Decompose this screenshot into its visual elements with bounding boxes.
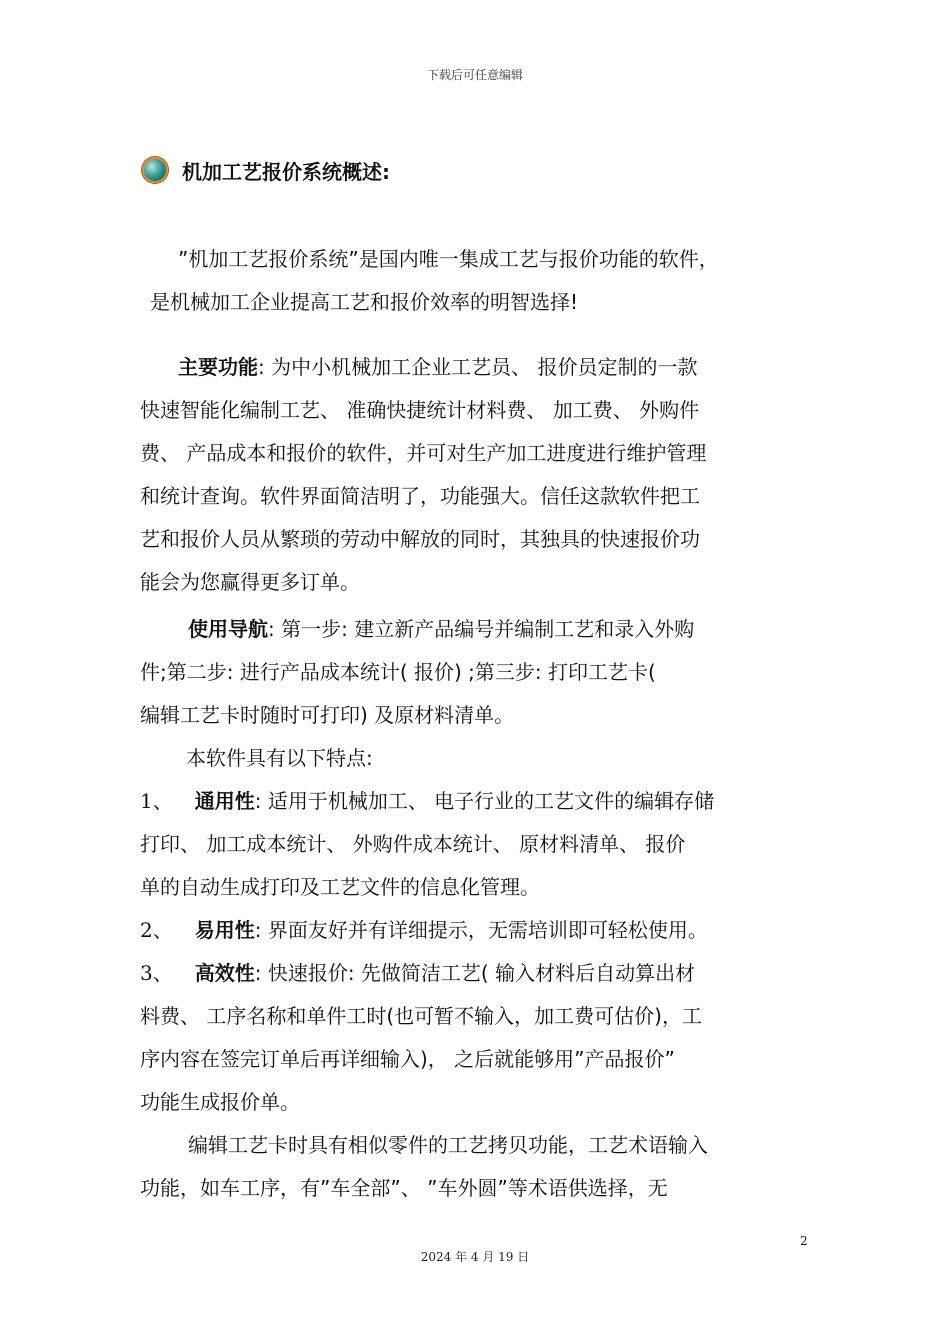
navigation-label: 使用导航 <box>188 617 268 641</box>
features-intro <box>140 737 810 780</box>
feature-number: 3、 <box>140 961 173 985</box>
feature-item-3 <box>140 952 810 1124</box>
section-title: 机加工艺报价系统概述: <box>182 159 390 184</box>
page-number: 2 <box>800 1234 808 1248</box>
paragraph-line: 功能，如车工序，有”车全部”、 ”车外圆”等术语供选择，无 <box>140 1176 668 1200</box>
feature-text: : 界面友好并有详细提示，无需培训即可轻松使用。 <box>254 918 708 942</box>
main-function-label: 主要功能 <box>178 355 258 379</box>
copy-feature-paragraph <box>140 1124 810 1210</box>
footer-date: 2024 年 4 月 19 日 <box>420 1250 530 1264</box>
paragraph-line: 单的自动生成打印及工艺文件的信息化管理。 <box>140 875 540 899</box>
feature-label: 高效性 <box>194 961 255 985</box>
paragraph-line: 和统计查询。软件界面简洁明了，功能强大。信任这款软件把工 <box>140 484 700 508</box>
intro-paragraph <box>140 238 810 324</box>
paragraph-line: 打印、 加工成本统计、 外购件成本统计、 原材料清单、 报价 <box>140 832 686 856</box>
feature-first-line <box>140 780 810 823</box>
bullet-icon <box>142 157 168 183</box>
feature-label: 通用性 <box>194 789 255 813</box>
section-heading <box>140 150 390 190</box>
paragraph-line: 功能生成报价单。 <box>140 1090 300 1114</box>
feature-number: 2、 <box>140 918 173 942</box>
paragraph-line: 编辑工艺卡时随时可打印) 及原材料清单。 <box>140 703 515 727</box>
feature-item-2 <box>140 909 810 952</box>
feature-text: : 适用于机械加工、 电子行业的工艺文件的编辑存储 <box>254 789 715 813</box>
navigation-paragraph <box>140 608 810 737</box>
navigation-text: : 第一步: 建立新产品编号并编制工艺和录入外购 <box>268 617 695 641</box>
main-function-paragraph <box>140 346 810 604</box>
feature-label: 易用性 <box>194 918 255 942</box>
page-header: 下载后可任意编辑 <box>426 68 523 82</box>
paragraph-line: 序内容在签完订单后再详细输入)， 之后就能够用”产品报价” <box>140 1047 675 1071</box>
feature-number: 1、 <box>140 789 173 813</box>
intro-line: 是机械加工企业提高工艺和报价效率的明智选择! <box>150 290 579 314</box>
features-intro-text: 本软件具有以下特点: <box>186 746 373 770</box>
feature-first-line <box>140 952 810 995</box>
navigation-first-line <box>140 608 810 651</box>
main-function-text: : 为中小机械加工企业工艺员、 报价员定制的一款 <box>258 355 698 379</box>
paragraph-line: 料费、 工序名称和单件工时(也可暂不输入，加工费可估价)，工 <box>140 1004 702 1028</box>
feature-text: : 快速报价: 先做简洁工艺( 输入材料后自动算出材 <box>254 961 696 985</box>
paragraph-line: 能会为您赢得更多订单。 <box>140 570 360 594</box>
main-function-first-line <box>140 346 810 389</box>
feature-item-1 <box>140 780 810 909</box>
feature-first-line <box>140 909 810 952</box>
paragraph-line: 编辑工艺卡时具有相似零件的工艺拷贝功能，工艺术语输入 <box>188 1133 708 1157</box>
paragraph-line: 艺和报价人员从繁琐的劳动中解放的同时，其独具的快速报价功 <box>140 527 700 551</box>
paragraph-line: 快速智能化编制工艺、 准确快捷统计材料费、 加工费、 外购件 <box>140 398 700 422</box>
intro-line: ”机加工艺报价系统”是国内唯一集成工艺与报价功能的软件， <box>178 247 719 271</box>
paragraph-line: 件;第二步: 进行产品成本统计( 报价) ;第三步: 打印工艺卡( <box>140 660 656 684</box>
paragraph-line: 费、 产品成本和报价的软件，并可对生产加工进度进行维护管理 <box>140 441 707 465</box>
